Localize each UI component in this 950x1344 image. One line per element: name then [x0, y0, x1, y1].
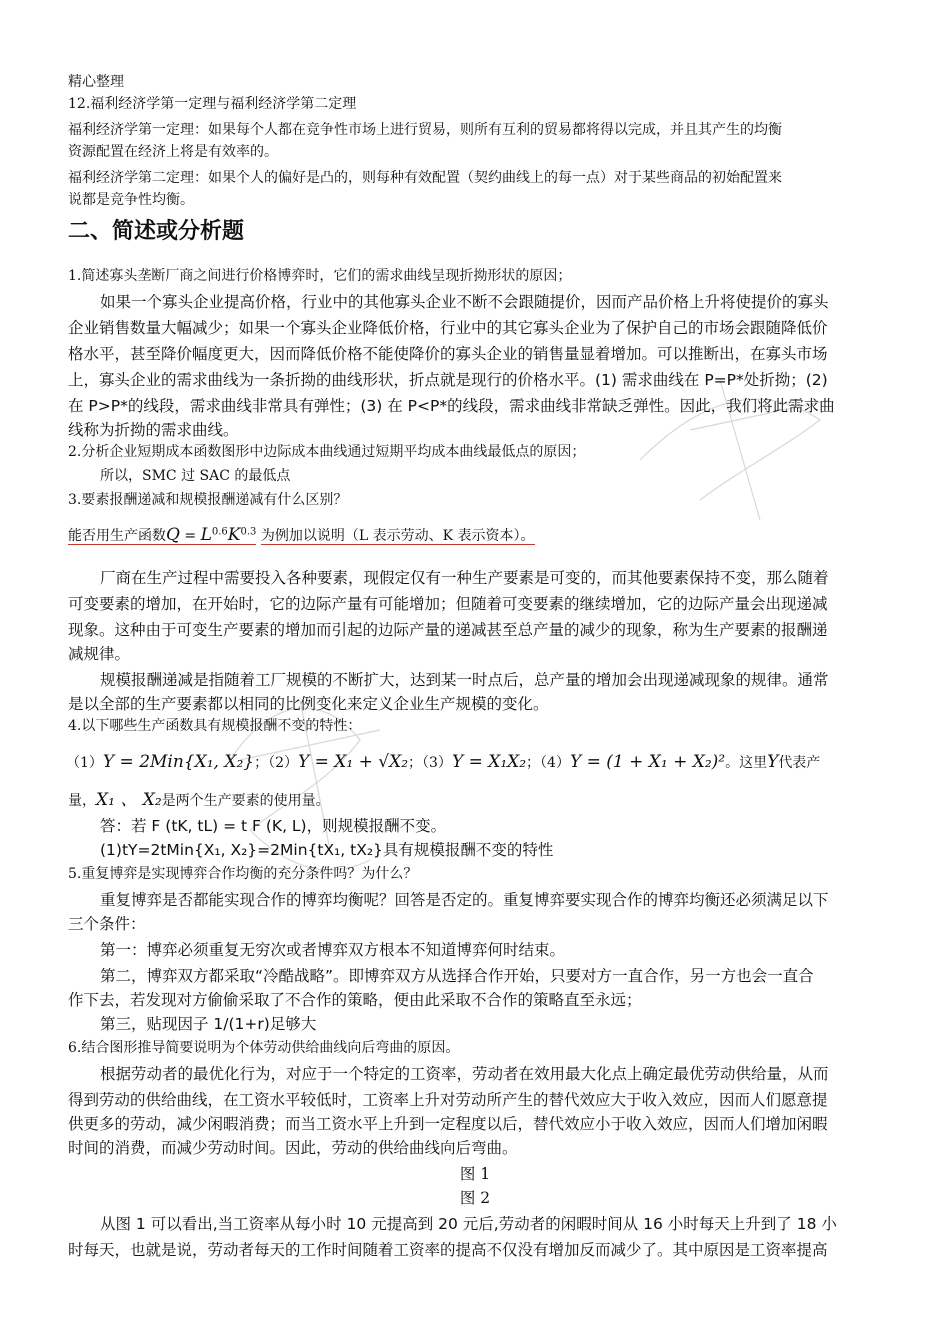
section-title: 二、简述或分析题	[68, 219, 245, 244]
q5-condition3: 第三，贴现因子 1/(1+r)足够大	[100, 1015, 317, 1033]
q4-answer2: (1)tY=2tMin{X₁, X₂}=2Min{tX₁, tX₂}具有规模报酬不变的特性	[100, 841, 554, 859]
q3-p1-line: 现象。这种由于可变生产要素的增加而引起的边际产量的递减甚至总产量的减少的现象，称为生产要素的报酬递	[68, 621, 828, 639]
q1-line: 线称为折拗的需求曲线。	[68, 421, 239, 439]
page-header: 精心整理	[68, 74, 124, 90]
q1-line: 上，寡头企业的需求曲线为一条折拗的曲线形状，折点就是现行的价格水平。(1) 需求曲线在 P=P*处折拗；(2)	[68, 371, 828, 389]
q1-line: 在 P>P*的线段，需求曲线非常具有弹性；(3) 在 P<P*的线段，需求曲线非常缺乏弹性。因此，我们将此需求曲	[68, 397, 835, 415]
q5-condition2: 作下去，若发现对方偷偷采取了不合作的策略，便由此采取不合作的策略直至永远；	[68, 991, 642, 1009]
q6-line: 得到劳动的供给曲线，在工资水平较低时，工资率上升对劳动所产生的替代效应大于收入效应，因而人们愿意提	[68, 1091, 828, 1109]
q1-title: 1.简述寡头垄断厂商之间进行价格博弈时，它们的需求曲线呈现折拗形状的原因；	[68, 268, 572, 284]
q3-p2-line: 规模报酬递减是指随着工厂规模的不断扩大，达到某一时点后，总产量的增加会出现递减现象的规律。通常	[100, 671, 829, 689]
q1-line: 如果一个寡头企业提高价格，行业中的其他寡头企业不断不会跟随提价，因而产品价格上升将使提价的寡头	[100, 293, 829, 311]
q6-line: 根据劳动者的最优化行为，对应于一个特定的工资率，劳动者在效用最大化点上确定最优劳动供给量，从而	[100, 1065, 829, 1083]
q12-p1-line1: 福利经济学第一定理：如果每个人都在竞争性市场上进行贸易，则所有互利的贸易都将得以完成，并且其产生的均衡	[68, 122, 782, 138]
q4-f3: Y = X₁X₂	[451, 752, 527, 772]
q4-answer1: 答：若 F (tK, tL) = t F (K, L)，则规模报酬不变。	[100, 817, 447, 835]
q4-title: 4.以下哪些生产函数具有规模报酬不变的特性：	[68, 718, 362, 734]
q3-p1-line: 减规律。	[68, 645, 131, 663]
q4-line2: 量，X₁ 、 X₂是两个生产要素的使用量。	[68, 790, 330, 810]
q2-title: 2.分析企业短期成本函数图形中边际成本曲线通过短期平均成本曲线最低点的原因；	[68, 444, 586, 460]
q6-title: 6.结合图形推导简要说明为个体劳动供给曲线向后弯曲的原因。	[68, 1040, 460, 1056]
q1-line: 格水平，甚至降价幅度更大，因而降低价格不能使降价的寡头企业的销售量显着增加。可以推断出，在寡头市场	[68, 345, 828, 363]
q3-subquestion	[68, 522, 535, 546]
q3-p1-line: 厂商在生产过程中需要投入各种要素，现假定仅有一种生产要素是可变的，而其他要素保持不变，那么随着	[100, 569, 829, 587]
q6-line: 供更多的劳动，减少闲暇消费；而当工资水平上升到一定程度以后，替代效应小于收入效应，因而人们增加闲暇	[68, 1115, 828, 1133]
last-line: 从图 1 可以看出,当工资率从每小时 10 元提高到 20 元后,劳动者的闲暇时间从 16 小时每天上升到了 18 小	[100, 1215, 837, 1233]
q5-line: 三个条件：	[68, 915, 146, 933]
q1-line: 企业销售数量大幅减少；如果一个寡头企业降低价格，行业中的其它寡头企业为了保护自己的市场会跟随降低价	[68, 319, 828, 337]
q3-sub-pre: 能否用生产函数	[68, 527, 166, 544]
q3-p2-line: 是以全部的生产要素都以相同的比例变化来定义企业生产规模的变化。	[68, 695, 549, 713]
q5-condition2: 第二，博弈双方都采取“冷酷战略”。即博弈双方从选择合作开始，只要对方一直合作，另一方也会一直合	[100, 967, 814, 985]
q12-p2-line2: 说都是竞争性均衡。	[68, 192, 194, 208]
figure-1-caption: 图 1	[459, 1165, 491, 1183]
q5-title: 5.重复博弈是实现博弈合作均衡的充分条件吗？为什么？	[68, 866, 418, 882]
q3-p1-line: 可变要素的增加，在开始时，它的边际产量有可能增加；但随着可变要素的继续增加，它的边际产量会出现递减	[68, 595, 828, 613]
q12-p2-line1: 福利经济学第二定理：如果个人的偏好是凸的，则每种有效配置（契约曲线上的每一点）对于某些商品的初始配置来	[68, 170, 782, 186]
q3-sub-post: 为例加以说明（L 表示劳动、K 表示资本）。	[260, 527, 535, 544]
q2-answer: 所以，SMC 过 SAC 的最低点	[100, 468, 291, 484]
q3-title: 3.要素报酬递减和规模报酬递减有什么区别？	[68, 492, 348, 508]
figure-2-caption: 图 2	[459, 1189, 491, 1207]
q4-functions: （1）Y = 2Min{X₁, X₂}；（2）Y = X₁ + √X₂；（3）Y = X₁X₂；（4）Y = (1 + X₁ + X₂)²。这里Y代表产	[66, 752, 821, 772]
q12-p1-line2: 资源配置在经济上将是有效率的。	[68, 144, 278, 160]
q5-line: 重复博弈是否都能实现合作的博弈均衡呢？回答是否定的。重复博弈要实现合作的博弈均衡还必须满足以下	[100, 891, 829, 909]
q4-f2: Y = X₁ + √X₂	[298, 752, 409, 772]
q5-condition1: 第一：博弈必须重复无穷次或者博弈双方根本不知道博弈何时结束。	[100, 941, 566, 959]
last-line: 时每天，也就是说，劳动者每天的工作时间随着工资率的提高不仅没有增加反而减少了。其中原因是工资率提高	[68, 1241, 828, 1259]
q12-title: 12.福利经济学第一定理与福利经济学第二定理	[68, 96, 357, 112]
q4-f4: Y = (1 + X₁ + X₂)²	[569, 752, 726, 772]
q6-line: 时间的消费，而减少劳动时间。因此，劳动的供给曲线向后弯曲。	[68, 1139, 518, 1157]
q3-formula: $Q = L^{0.6}K^{0.3}$	[166, 524, 257, 545]
q4-f1: Y = 2Min{X₁, X₂}	[102, 752, 255, 772]
